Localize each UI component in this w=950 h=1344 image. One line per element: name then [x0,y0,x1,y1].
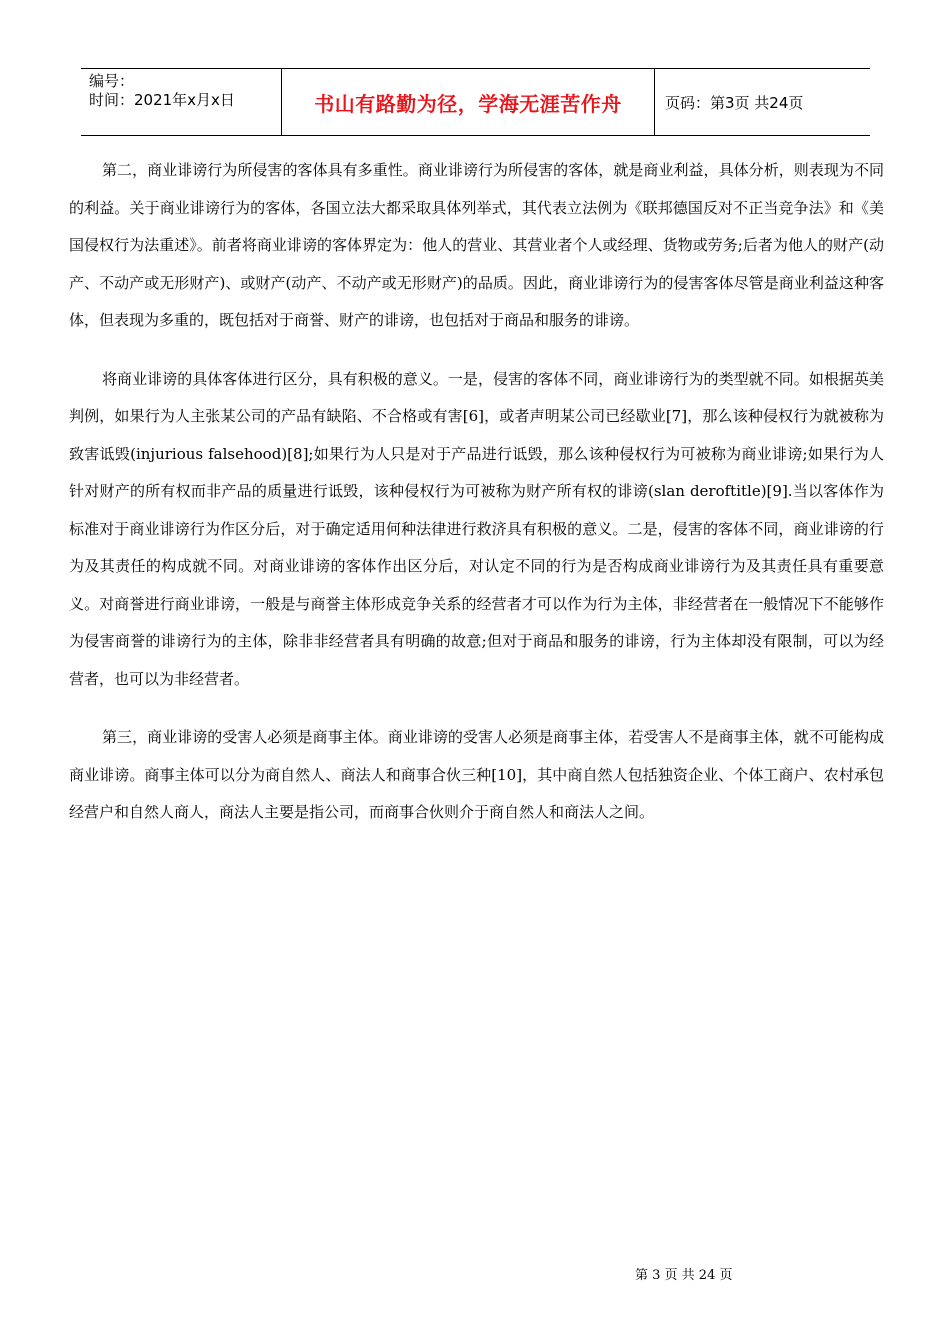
document-body [69,152,884,832]
page-code: 页码：第3页 共24页 [665,93,804,112]
page-footer: 第 3 页 共 24 页 [635,1268,733,1283]
header-page-cell [655,69,870,135]
date-label: 时间：2021年x月x日 [89,91,235,109]
paragraph-1: 第二，商业诽谤行为所侵害的客体具有多重性。商业诽谤行为所侵害的客体，就是商业利益，具体分析，则表现为不同的利益。关于商业诽谤行为的客体，各国立法大都采取具体列举式，其代表立法例为《联邦德国反对不正当竞争法》和《美国侵权行为法重述》。前者将商业诽谤的客体界定为：他人的营业、其营业者个人或经理、货物或劳务;后者为他人的财产(动产、不动产或无形财产)、或财产(动产、不动产或无形财产)的品质。因此，商业诽谤行为的侵害客体尽管是商业利益这种客体，但表现为多重的，既包括对于商誉、财产的诽谤，也包括对于商品和服务的诽谤。 [69,161,884,329]
serial-label: 编号： [89,72,135,90]
paragraph-2: 将商业诽谤的具体客体进行区分，具有积极的意义。一是，侵害的客体不同，商业诽谤行为的类型就不同。如根据英美判例，如果行为人主张某公司的产品有缺陷、不合格或有害[6]，或者声明某公司已经歇业[7]，那么该种侵权行为就被称为致害诋毁(injurious falsehood)[8];如果行为人只是对于产品进行诋毁，那么该种侵权行为可被称为商业诽谤;如果行为人针对财产的所有权而非产品的质量进行诋毁，该种侵权行为可被称为财产所有权的诽谤(slan deroftitle)[9].当以客体作为标准对于商业诽谤行为作区分后，对于确定适用何种法律进行救济具有积极的意义。二是，侵害的客体不同，商业诽谤的行为及其责任的构成就不同。对商业诽谤的客体作出区分后，对认定不同的行为是否构成商业诽谤行为及其责任具有重要意义。对商誉进行商业诽谤，一般是与商誉主体形成竞争关系的经营者才可以作为行为主体，非经营者在一般情况下不能够作为侵害商誉的诽谤行为的主体，除非非经营者具有明确的故意;但对于商品和服务的诽谤，行为主体却没有限制，可以为经营者，也可以为非经营者。 [69,369,884,688]
document-header [81,68,870,136]
motto-text: 书山有路勤为径，学海无涯苦作舟 [314,91,622,116]
header-meta-cell [81,69,282,135]
paragraph-3: 第三，商业诽谤的受害人必须是商事主体。商业诽谤的受害人必须是商事主体，若受害人不是商事主体，就不可能构成商业诽谤。商事主体可以分为商自然人、商法人和商事合伙三种[10]，其中商自然人包括独资企业、个体工商户、农村承包经营户和自然人商人，商法人主要是指公司，而商事合伙则介于商自然人和商法人之间。 [69,728,884,821]
header-motto-cell [282,69,655,135]
